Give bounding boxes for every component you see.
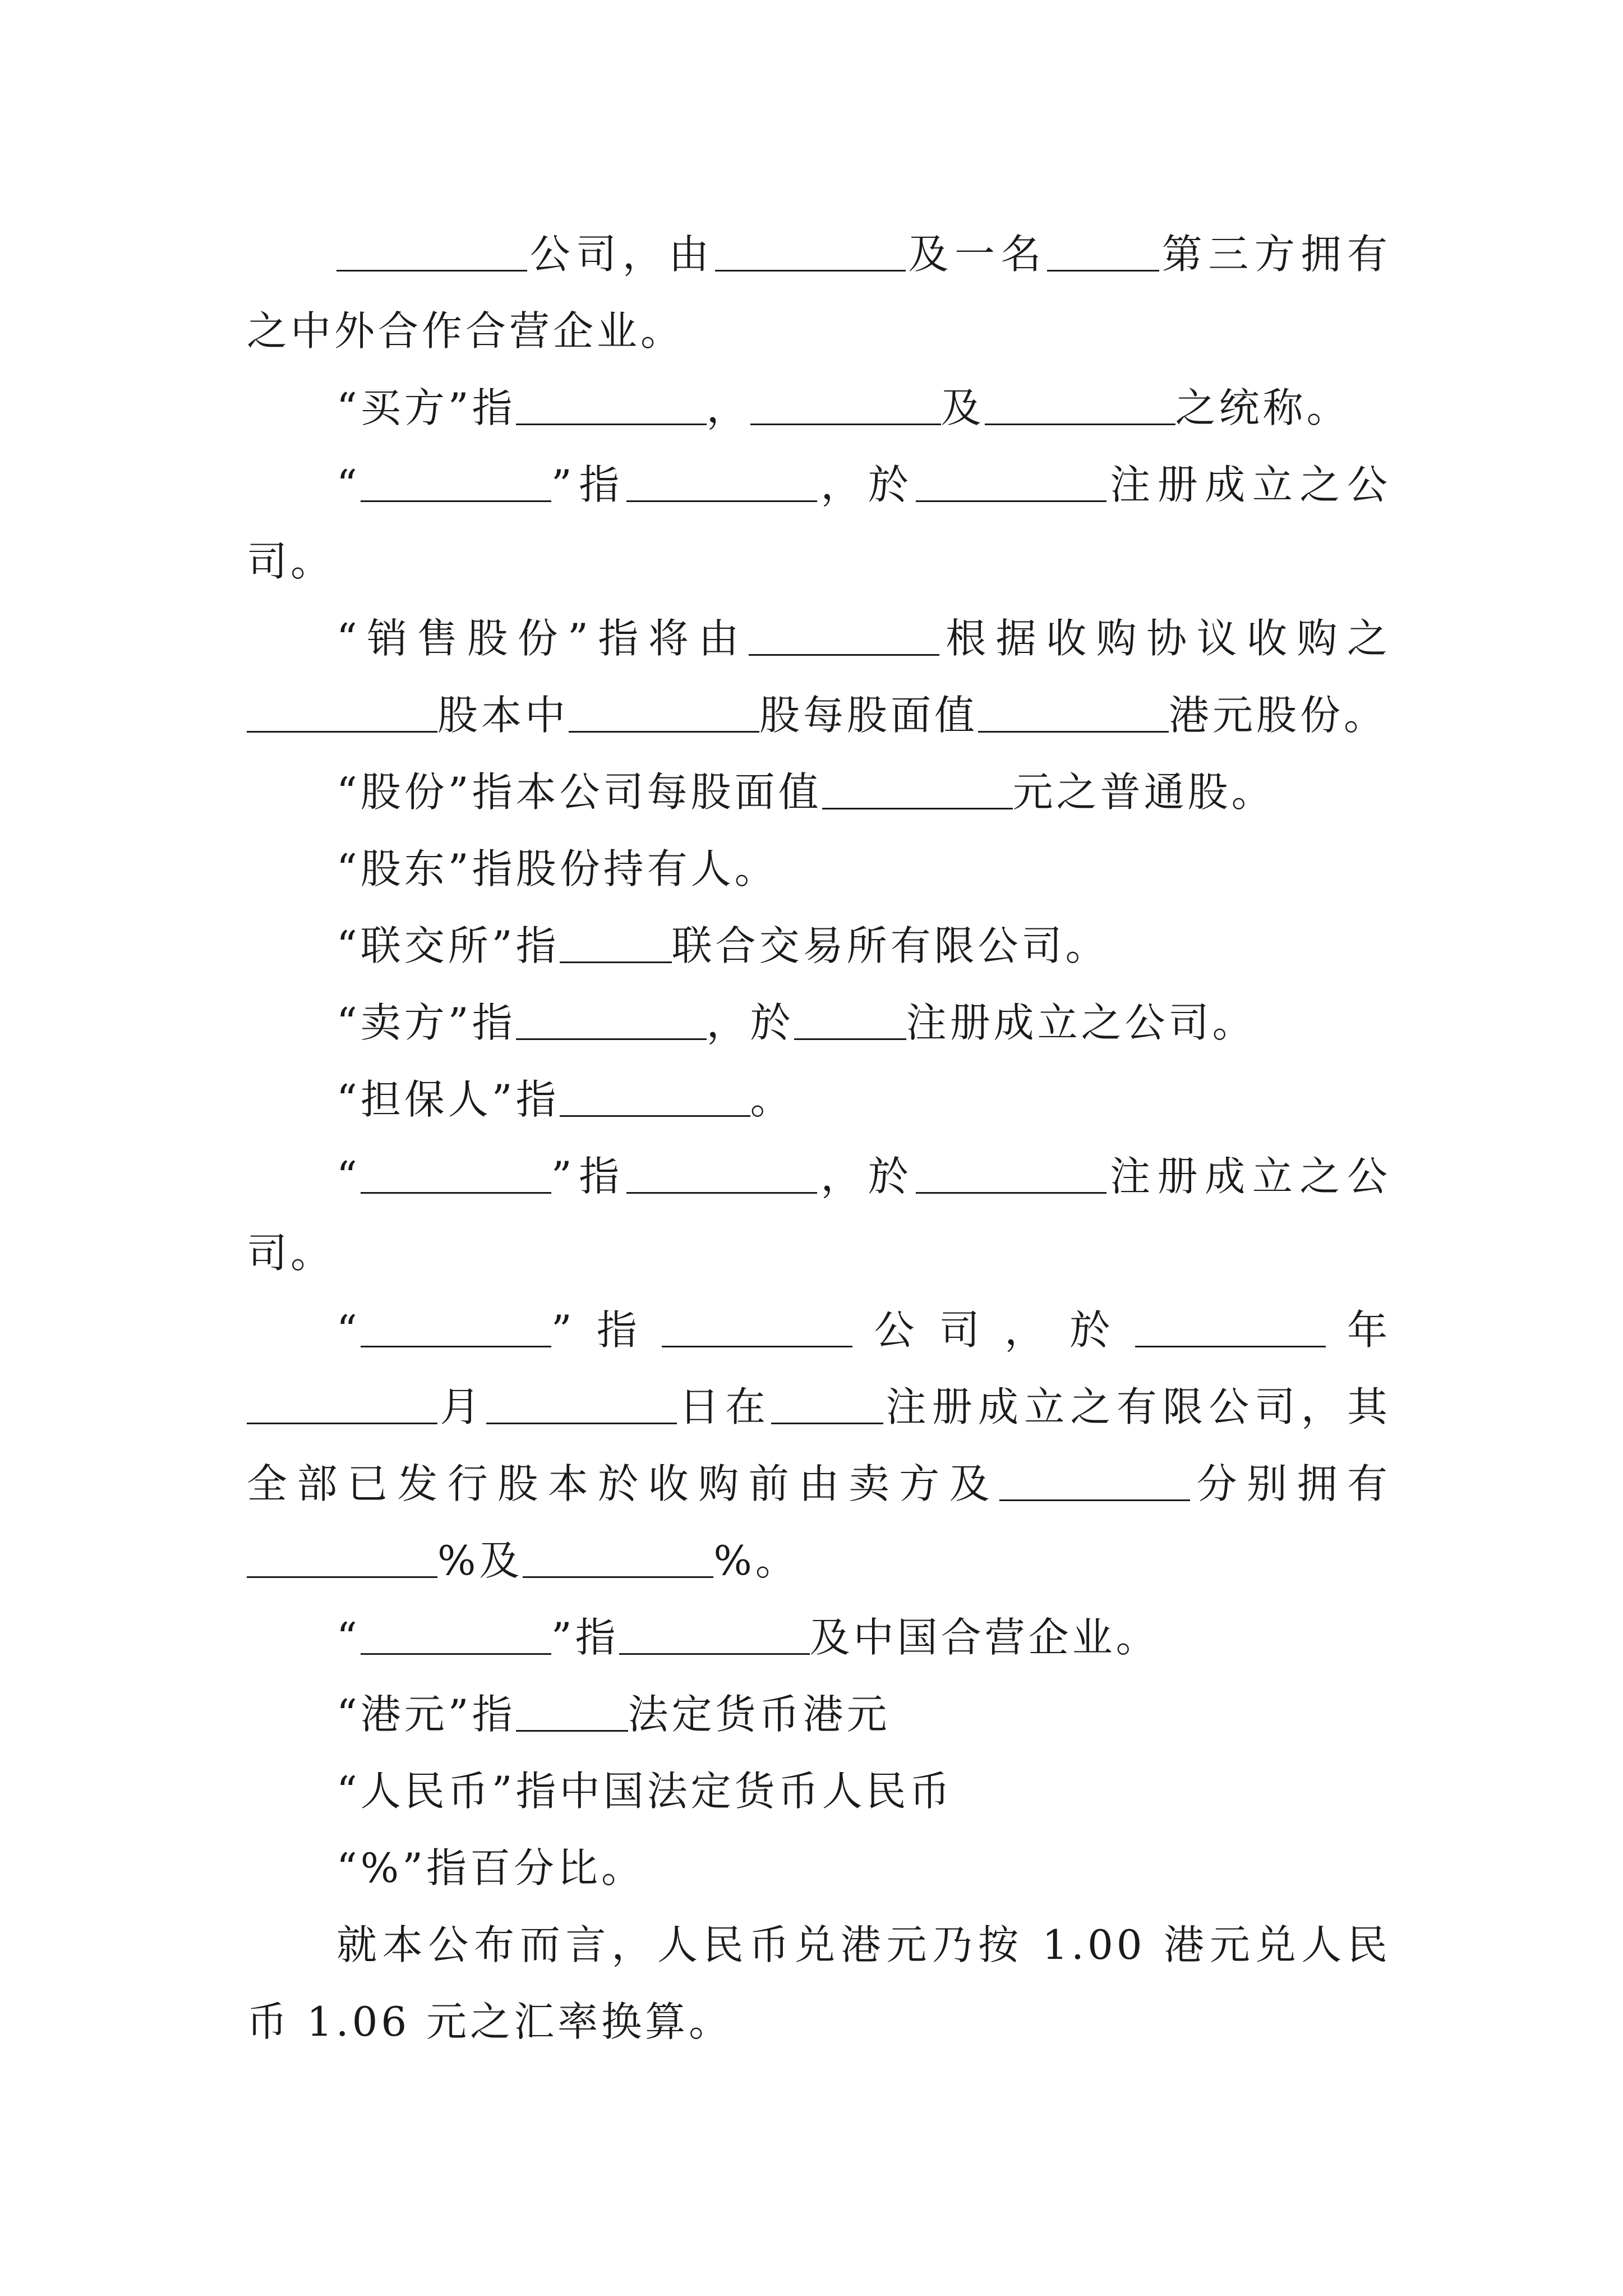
paragraph-text: “%”指百分比。 bbox=[336, 1844, 645, 1892]
paragraph-text: 公司，於 bbox=[852, 1306, 1135, 1354]
fill-in-blank bbox=[361, 467, 551, 502]
paragraph-text: ”指 bbox=[551, 461, 626, 508]
paragraph-text: 就本公布而言，人民币兑港元乃按 1.00 港元兑人民币 1.06 元之汇率换算。 bbox=[247, 1921, 1391, 2045]
paragraph-text: 联合交易所有限公司。 bbox=[671, 922, 1109, 969]
paragraph-text: 及一名 bbox=[905, 231, 1048, 278]
paragraph bbox=[247, 1061, 1391, 1138]
fill-in-blank bbox=[794, 1005, 906, 1040]
paragraph-text: 股每股面值 bbox=[759, 692, 979, 739]
fill-in-blank bbox=[361, 1312, 551, 1347]
fill-in-blank bbox=[247, 1543, 437, 1578]
fill-in-blank bbox=[999, 1466, 1190, 1501]
paragraph-text: “卖方”指 bbox=[336, 999, 516, 1046]
paragraph-text: “人民币”指中国法定货币人民币 bbox=[336, 1768, 953, 1815]
paragraph-text: “港元”指 bbox=[336, 1691, 516, 1738]
paragraph-text: 注册成立之公司。 bbox=[247, 1153, 1391, 1277]
fill-in-blank bbox=[750, 390, 941, 425]
paragraph bbox=[247, 984, 1391, 1061]
paragraph bbox=[247, 1599, 1391, 1676]
paragraph-text: “ bbox=[336, 461, 361, 508]
paragraph bbox=[247, 1676, 1391, 1753]
fill-in-blank bbox=[626, 467, 817, 502]
paragraph bbox=[247, 1907, 1391, 2060]
paragraph bbox=[247, 1138, 1391, 1292]
paragraph-text: 及中国合营企业。 bbox=[809, 1614, 1160, 1661]
paragraph-text: “联交所”指 bbox=[336, 922, 560, 969]
paragraph-text: ，於 bbox=[817, 461, 916, 508]
paragraph bbox=[247, 216, 1391, 370]
paragraph bbox=[247, 1753, 1391, 1830]
fill-in-blank bbox=[247, 697, 437, 733]
paragraph-text: 注册成立之公司。 bbox=[906, 999, 1256, 1046]
fill-in-blank bbox=[361, 1619, 551, 1655]
paragraph bbox=[247, 600, 1391, 754]
paragraph-text: 分别拥有 bbox=[1190, 1460, 1391, 1507]
paragraph-text: 。 bbox=[750, 1076, 794, 1123]
fill-in-blank bbox=[486, 1389, 677, 1424]
fill-in-blank bbox=[560, 928, 672, 963]
paragraph bbox=[247, 908, 1391, 984]
fill-in-blank bbox=[1047, 236, 1159, 272]
fill-in-blank bbox=[715, 236, 906, 272]
fill-in-blank bbox=[619, 1619, 810, 1655]
paragraph-text: 注册成立之公司。 bbox=[247, 461, 1391, 585]
fill-in-blank bbox=[516, 1005, 707, 1040]
paragraph-text: %。 bbox=[713, 1537, 799, 1584]
fill-in-blank bbox=[822, 774, 1013, 809]
paragraph-text: 元之普通股。 bbox=[1012, 769, 1275, 816]
paragraph-text: ， bbox=[706, 384, 750, 431]
paragraph-text: 根据收购协议收购之 bbox=[939, 615, 1391, 662]
paragraph-text: 年 bbox=[1325, 1306, 1391, 1354]
paragraph bbox=[247, 1830, 1391, 1907]
fill-in-blank bbox=[569, 697, 759, 733]
paragraph-text: 公司，由 bbox=[527, 231, 715, 278]
fill-in-blank bbox=[985, 390, 1175, 425]
paragraph-text: “ bbox=[336, 1614, 361, 1661]
paragraph-text: ，於 bbox=[817, 1153, 916, 1200]
paragraph-text: 月 bbox=[437, 1383, 486, 1430]
paragraph-text: “担保人”指 bbox=[336, 1076, 560, 1123]
paragraph-text: 股本中 bbox=[437, 692, 569, 739]
fill-in-blank bbox=[978, 697, 1169, 733]
fill-in-blank bbox=[336, 236, 527, 272]
paragraph-text: “股东”指股份持有人。 bbox=[336, 845, 778, 892]
fill-in-blank bbox=[771, 1389, 883, 1424]
paragraph bbox=[247, 831, 1391, 908]
paragraph bbox=[247, 754, 1391, 831]
paragraph bbox=[247, 447, 1391, 600]
fill-in-blank bbox=[1135, 1312, 1326, 1347]
paragraph-text: ，於 bbox=[706, 999, 794, 1046]
paragraph-text: “ bbox=[336, 1306, 361, 1354]
paragraph-text: ”指 bbox=[551, 1153, 626, 1200]
fill-in-blank bbox=[662, 1312, 852, 1347]
paragraph bbox=[247, 1292, 1391, 1599]
paragraph-text: 第三方拥有之中外合作合营企业。 bbox=[247, 231, 1391, 355]
paragraph-text: ”指 bbox=[551, 1614, 619, 1661]
fill-in-blank bbox=[916, 467, 1106, 502]
fill-in-blank bbox=[916, 1158, 1106, 1194]
paragraph-text: 日在 bbox=[676, 1383, 772, 1430]
paragraph-text: “ bbox=[336, 1153, 361, 1200]
fill-in-blank bbox=[516, 1696, 628, 1732]
paragraph-text: 及 bbox=[940, 384, 985, 431]
paragraph-text: 法定货币港元 bbox=[628, 1691, 891, 1738]
paragraph-text: ”指 bbox=[551, 1306, 662, 1354]
paragraph-text: 之统称。 bbox=[1175, 384, 1350, 431]
document-body bbox=[247, 216, 1391, 2060]
paragraph-text: 注册成立之有限公司，其全部已发行股本於收购前由卖方及 bbox=[247, 1383, 1391, 1507]
paragraph-text: %及 bbox=[437, 1537, 523, 1584]
fill-in-blank bbox=[560, 1082, 750, 1117]
paragraph bbox=[247, 370, 1391, 447]
paragraph-text: “股份”指本公司每股面值 bbox=[336, 769, 822, 816]
fill-in-blank bbox=[626, 1158, 817, 1194]
paragraph-text: “销售股份”指将由 bbox=[336, 615, 749, 662]
fill-in-blank bbox=[523, 1543, 713, 1578]
paragraph-text: “买方”指 bbox=[336, 384, 516, 431]
fill-in-blank bbox=[749, 620, 939, 656]
paragraph-text: 港元股份。 bbox=[1169, 692, 1388, 739]
fill-in-blank bbox=[247, 1389, 437, 1424]
fill-in-blank bbox=[516, 390, 707, 425]
fill-in-blank bbox=[361, 1158, 551, 1194]
